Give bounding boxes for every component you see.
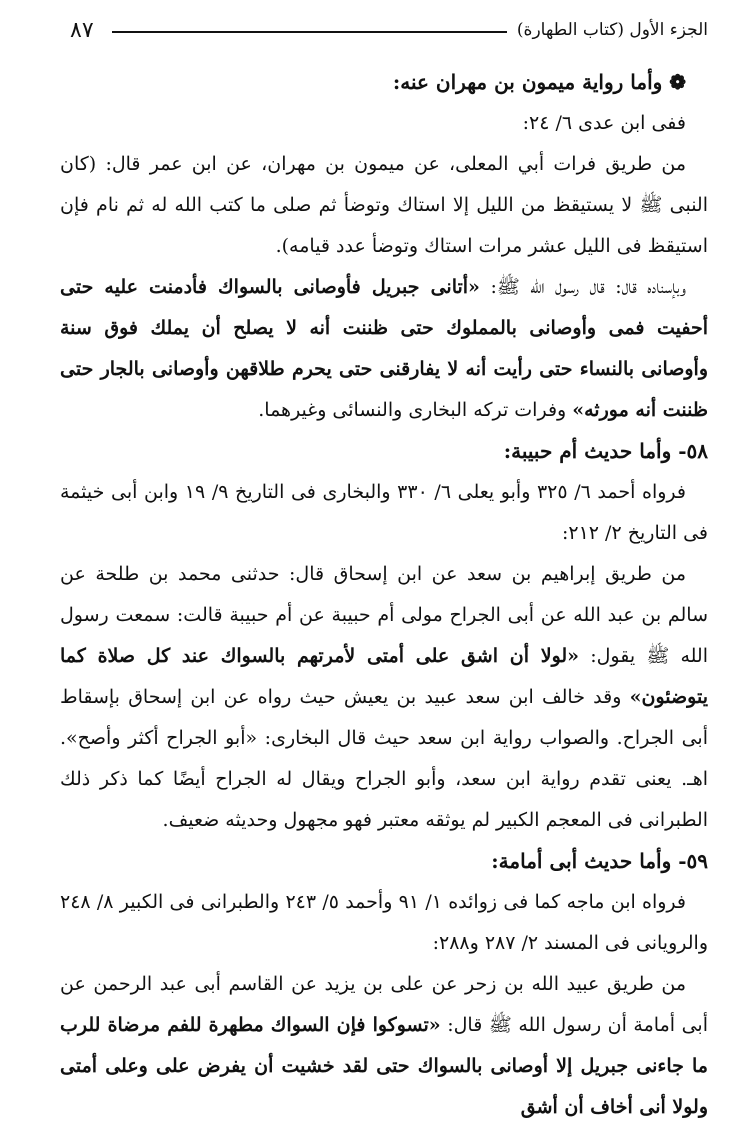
commentary-text: وقد خالف ابن سعد عبيد بن يعيش حيث رواه عن ابن إسحاق بإسقاط أبى الجراح. والصواب رواية ابن سعد حيث قال البخارى: «أبو الجراح أكثر وأصح». اهـ. يعنى تقدم رواية ابن سعد، وأبو الجراح ويقال له الجراح أيضًا كما ذكر ذلك الطبرانى فى المعجم الكبير لم يوثقه معتبر فهو مجهول وحديثه ضعيف. xyxy=(60,686,708,831)
page-body xyxy=(60,62,708,1128)
hadith-text: ٥٩- وأما حديث أبى أمامة: xyxy=(491,849,708,873)
hadith-text: «تسوكوا فإن السواك مطهرة للفم مرضاة للرب ما جاءنى جبريل إلا أوصانى بالسواك حتى لقد خشيت أن يفرض على وعلى أمتى ولولا أنى أخاف أن أشق xyxy=(60,1014,708,1118)
commentary-text: وفرات تركه البخارى والنسائى وغيرهما. xyxy=(258,399,573,421)
commentary-text: وبإسناده قال: قال رسول الله ﷺ: xyxy=(479,276,687,298)
source-reference xyxy=(60,103,708,144)
hadith-text: «لولا أن اشق على أمتى لأمرتهم بالسواك عند كل صلاة كما يتوضئون» xyxy=(60,645,708,708)
text-paragraph xyxy=(60,882,708,964)
running-title: الجزء الأول (كتاب الطهارة) xyxy=(516,20,708,40)
running-header xyxy=(70,14,708,46)
hadith-text: «أتانى جبريل فأوصانى بالسواك فأدمنت عليه حتى أحفيت فمى وأوصانى بالمملوك حتى ظننت أنه لا يصلح أن يملك فوق سنة وأوصانى بالنساء حتى رأيت أنه لا يفارقنى حتى يحرم طلاقهن وأوصانى بالجار حتى ظننت أنه مورثه» xyxy=(60,276,708,421)
text-paragraph xyxy=(60,554,708,841)
section-heading xyxy=(60,62,708,103)
text-paragraph xyxy=(60,267,708,431)
text-paragraph xyxy=(60,472,708,554)
commentary-text: من طريق إبراهيم بن سعد عن ابن إسحاق قال: حدثنى محمد بن طلحة عن سالم بن عبد الله عن أبى الجراح مولى أم حبيبة عن أم حبيبة قالت: سمعت رسول الله ﷺ يقول: xyxy=(60,563,708,667)
text-paragraph xyxy=(60,144,708,267)
hadith-text: ❁ وأما رواية ميمون بن مهران عنه: xyxy=(392,70,686,94)
hadith-text: ٥٨- وأما حديث أم حبيبة: xyxy=(503,439,708,463)
commentary-text: ففى ابن عدى ٦/ ٢٤: xyxy=(522,112,686,134)
text-paragraph xyxy=(60,964,708,1128)
section-heading xyxy=(60,841,708,882)
page-number: ٨٧ xyxy=(70,17,94,43)
commentary-text: فرواه ابن ماجه كما فى زوائده ١/ ٩١ وأحمد ٥/ ٢٤٣ والطبرانى فى الكبير ٨/ ٢٤٨ والرويانى فى المسند ٢/ ٢٨٧ و٢٨٨: xyxy=(60,891,708,954)
section-heading xyxy=(60,431,708,472)
commentary-text: من طريق فرات أبي المعلى، عن ميمون بن مهران، عن ابن عمر قال: (كان النبى ﷺ لا يستيقظ من الليل إلا استاك وتوضأ ثم صلى ما كتب الله له ثم نام فإن استيقظ فى الليل عشر مرات استاك وتوضأ عدد قيامه). xyxy=(60,153,708,257)
commentary-text: فرواه أحمد ٦/ ٣٢٥ وأبو يعلى ٦/ ٣٣٠ والبخارى فى التاريخ ٩/ ١٩ وابن أبى خيثمة فى التاريخ ٢/ ٢١٢: xyxy=(60,481,708,544)
header-rule xyxy=(112,31,507,33)
commentary-text: من طريق عبيد الله بن زحر عن على بن يزيد عن القاسم أبى عبد الرحمن عن أبى أمامة أن رسول الله ﷺ قال: xyxy=(60,973,708,1036)
